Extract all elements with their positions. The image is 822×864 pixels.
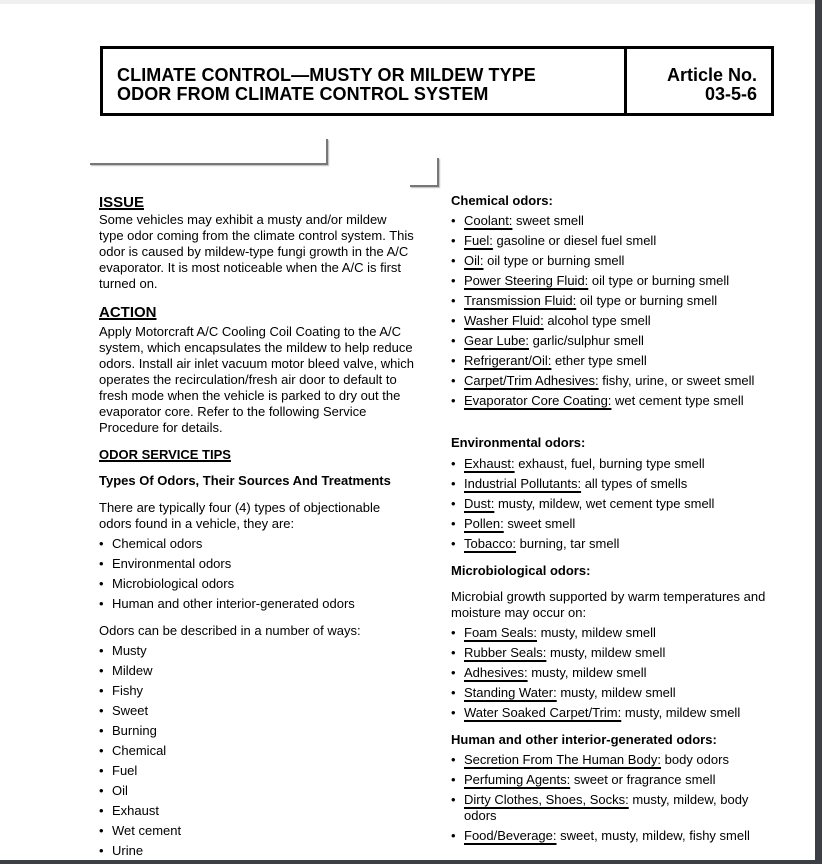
odor-source-description: gasoline or diesel fuel smell: [492, 233, 657, 248]
odor-source-item: [451, 645, 781, 661]
odor-source-item: [451, 752, 776, 768]
odor-source-description: ether type smell: [551, 353, 647, 368]
microbiological-list: [451, 625, 781, 725]
types-heading: Types Of Odors, Their Sources And Treatments: [99, 473, 391, 488]
odor-source-term: Coolant:: [464, 213, 513, 228]
decorative-corner: [90, 139, 328, 165]
odor-source-item: [451, 456, 781, 472]
list-item: • Environmental odors: [99, 556, 429, 572]
chemical-list: [451, 213, 771, 413]
environmental-heading: Environmental odors:: [451, 435, 586, 450]
odor-source-item: [451, 393, 771, 409]
list-item: • Musty: [99, 643, 429, 659]
list-item: • Chemical odors: [99, 536, 429, 552]
odor-source-description: all types of smells: [581, 476, 688, 491]
odor-source-term: Gear Lube:: [464, 333, 530, 348]
odor-source-term: Power Steering Fluid:: [464, 273, 589, 288]
decorative-corner: [410, 158, 439, 187]
odor-source-description: musty, mildew smell: [536, 625, 656, 640]
odor-source-item: [451, 353, 771, 369]
odor-source-description: oil type or burning smell: [576, 293, 718, 308]
environmental-list: [451, 456, 781, 556]
odor-source-item: [451, 685, 781, 701]
chemical-heading: Chemical odors:: [451, 193, 553, 208]
issue-heading: ISSUE: [99, 194, 145, 211]
odor-source-term: Standing Water:: [464, 685, 557, 700]
action-heading: ACTION: [99, 304, 157, 321]
odor-source-term: Dust:: [464, 496, 495, 511]
odor-source-description: sweet smell: [503, 516, 576, 531]
odor-service-tips-heading: ODOR SERVICE TIPS: [99, 447, 231, 462]
odor-source-item: [451, 496, 781, 512]
odor-source-term: Foam Seals:: [464, 625, 537, 640]
odor-source-term: Water Soaked Carpet/Trim:: [464, 705, 622, 720]
odor-source-term: Exhaust:: [464, 456, 515, 471]
viewer-scrollbar[interactable]: [815, 0, 822, 864]
list-item: • Fishy: [99, 683, 429, 699]
article-label: Article No.: [666, 65, 757, 85]
odor-source-term: Oil:: [464, 253, 484, 268]
odor-source-term: Evaporator Core Coating:: [464, 393, 612, 408]
viewer-top-edge: [0, 0, 815, 4]
list-item: • Urine: [99, 843, 429, 859]
odor-source-description: musty, mildew smell: [621, 705, 741, 720]
odor-source-term: Fuel:: [464, 233, 493, 248]
human-list: [451, 752, 776, 848]
odor-source-term: Refrigerant/Oil:: [464, 353, 552, 368]
odor-source-description: burning, tar smell: [516, 536, 620, 551]
list-item: • Wet cement: [99, 823, 429, 839]
odor-source-item: [451, 293, 771, 309]
odor-source-description: oil type or burning smell: [483, 253, 625, 268]
odor-source-term: Tobacco:: [464, 536, 517, 551]
odor-source-term: Adhesives:: [464, 665, 528, 680]
odor-source-description: exhaust, fuel, burning type smell: [514, 456, 705, 471]
odor-source-item: [451, 313, 771, 329]
odor-source-term: Washer Fluid:: [464, 313, 544, 328]
odor-source-description: musty, mildew smell: [556, 685, 676, 700]
header-divider: [624, 49, 627, 113]
odor-source-description: musty, mildew smell: [527, 665, 647, 680]
microbiological-intro: Microbial growth supported by warm temperatures and moisture may occur on:: [451, 589, 766, 620]
odor-source-term: Transmission Fluid:: [464, 293, 577, 308]
odor-source-item: [451, 705, 781, 721]
title-line: CLIMATE CONTROL—MUSTY OR MILDEW TYPE: [117, 65, 536, 85]
odor-source-description: musty, mildew smell: [546, 645, 666, 660]
odor-source-item: [451, 792, 776, 824]
types-intro: There are typically four (4) types of objectionable odors found in a vehicle, they are:: [99, 500, 381, 531]
microbiological-heading: Microbiological odors:: [451, 563, 591, 578]
article-title: [117, 66, 536, 104]
types-list: [99, 536, 429, 616]
describe-intro: Odors can be described in a number of ways:: [99, 623, 361, 638]
odor-source-item: [451, 536, 781, 552]
odor-source-description: body odors: [661, 752, 729, 767]
odor-source-item: [451, 625, 781, 641]
odor-source-term: Dirty Clothes, Shoes, Socks:: [464, 792, 629, 807]
odor-source-description: sweet or fragrance smell: [570, 772, 716, 787]
action-text: Apply Motorcraft A/C Cooling Coil Coating to the A/C system, which encapsulates the mildew to help reduce odors. Install air inlet vacuum motor bleed valve, which operates the recirculation/fresh air door to default to fresh mode when the vehicle is parked to dry out the evaporator core. Refer to the following Service Procedure for details.: [99, 324, 415, 435]
list-item: • Fuel: [99, 763, 429, 779]
odor-source-item: [451, 828, 776, 844]
article-number-value: 03-5-6: [704, 84, 757, 104]
odor-source-description: fishy, urine, or sweet smell: [598, 373, 755, 388]
odor-source-item: [451, 233, 771, 249]
odor-source-term: Perfuming Agents:: [464, 772, 571, 787]
list-item: • Sweet: [99, 703, 429, 719]
odor-source-item: [451, 213, 771, 229]
human-heading: Human and other interior-generated odors:: [451, 732, 717, 747]
list-item: • Human and other interior-generated odors: [99, 596, 429, 612]
list-item: • Exhaust: [99, 803, 429, 819]
odor-source-term: Rubber Seals:: [464, 645, 547, 660]
odor-source-item: [451, 373, 771, 389]
list-item: • Burning: [99, 723, 429, 739]
odor-source-term: Pollen:: [464, 516, 504, 531]
descriptions-list: [99, 643, 429, 863]
odor-source-term: Secretion From The Human Body:: [464, 752, 662, 767]
odor-source-description: alcohol type smell: [543, 313, 651, 328]
title-line: ODOR FROM CLIMATE CONTROL SYSTEM: [117, 84, 489, 104]
odor-source-description: sweet, musty, mildew, fishy smell: [556, 828, 750, 843]
issue-text: Some vehicles may exhibit a musty and/or mildew type odor coming from the climate control system. This odor is caused by mildew-type fungi growth in the A/C evaporator. It is most noticeable when the A/C is first turned on.: [99, 212, 414, 291]
odor-source-item: [451, 476, 781, 492]
odor-source-description: garlic/sulphur smell: [529, 333, 644, 348]
odor-source-description: oil type or burning smell: [588, 273, 730, 288]
odor-source-term: Food/Beverage:: [464, 828, 557, 843]
odor-source-description: musty, mildew, body odors: [464, 792, 749, 823]
odor-source-description: musty, mildew, wet cement type smell: [494, 496, 715, 511]
odor-source-item: [451, 665, 781, 681]
odor-source-item: [451, 516, 781, 532]
odor-source-term: Carpet/Trim Adhesives:: [464, 373, 599, 388]
list-item: • Microbiological odors: [99, 576, 429, 592]
article-number: [667, 66, 757, 104]
odor-source-item: [451, 273, 771, 289]
list-item: • Chemical: [99, 743, 429, 759]
odor-source-description: sweet smell: [512, 213, 584, 228]
odor-source-description: wet cement type smell: [611, 393, 744, 408]
article-header: [100, 46, 774, 116]
list-item: • Mildew: [99, 663, 429, 679]
odor-source-item: [451, 333, 771, 349]
odor-source-term: Industrial Pollutants:: [464, 476, 582, 491]
list-item: • Oil: [99, 783, 429, 799]
odor-source-item: [451, 772, 776, 788]
odor-source-item: [451, 253, 771, 269]
